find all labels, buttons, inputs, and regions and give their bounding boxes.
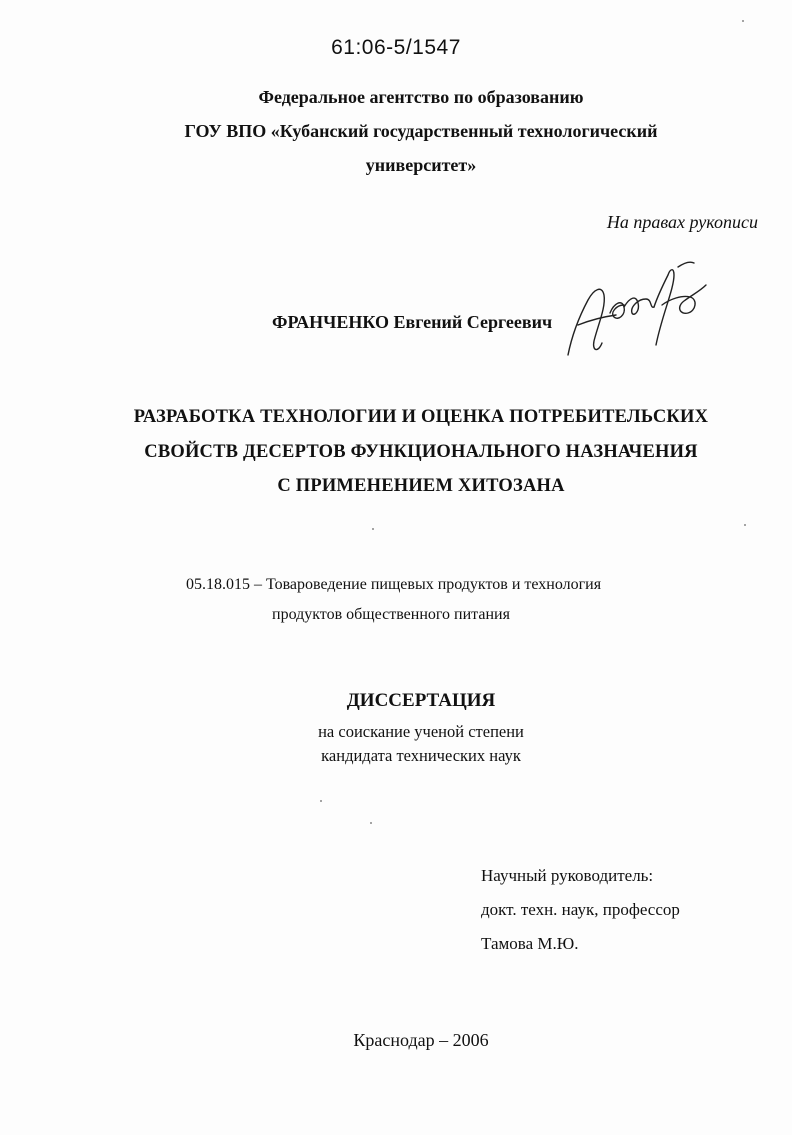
dissertation-line-1: на соискание ученой степени: [318, 722, 524, 741]
scan-speck: [372, 528, 374, 530]
title-line-2: СВОЙСТВ ДЕСЕРТОВ ФУНКЦИОНАЛЬНОГО НАЗНАЧЕНИЯ: [144, 442, 698, 462]
advisor-degree: докт. техн. наук, профессор: [481, 900, 680, 919]
scan-speck: [320, 800, 322, 802]
place-year: Краснодар – 2006: [353, 1030, 489, 1050]
scan-speck: [742, 20, 744, 22]
specialty-line-1: 05.18.015 – Товароведение пищевых продуктов и технология: [186, 576, 602, 593]
registration-code: 61:06-5/1547: [331, 36, 461, 59]
dissertation-line-2: кандидата технических наук: [321, 746, 521, 765]
dissertation-heading: ДИССЕРТАЦИЯ: [346, 690, 496, 711]
scan-speck: [744, 524, 746, 526]
rights-note: На правах рукописи: [606, 212, 758, 232]
advisor-label: Научный руководитель:: [481, 866, 654, 885]
author-name: ФРАНЧЕНКО Евгений Сергеевич: [272, 312, 553, 332]
scan-speck: [370, 822, 372, 824]
handwritten-signature: [558, 255, 718, 365]
title-line-3: С ПРИМЕНЕНИЕМ ХИТОЗАНА: [277, 476, 565, 496]
specialty-line-2: продуктов общественного питания: [272, 606, 510, 623]
advisor-name: Тамова М.Ю.: [481, 934, 579, 953]
organization-line-2: ГОУ ВПО «Кубанский государственный технологический: [184, 121, 658, 141]
organization-line-1: Федеральное агентство по образованию: [258, 87, 584, 107]
title-line-1: РАЗРАБОТКА ТЕХНОЛОГИИ И ОЦЕНКА ПОТРЕБИТЕЛЬСКИХ: [133, 407, 709, 427]
organization-line-3: университет»: [365, 155, 477, 175]
